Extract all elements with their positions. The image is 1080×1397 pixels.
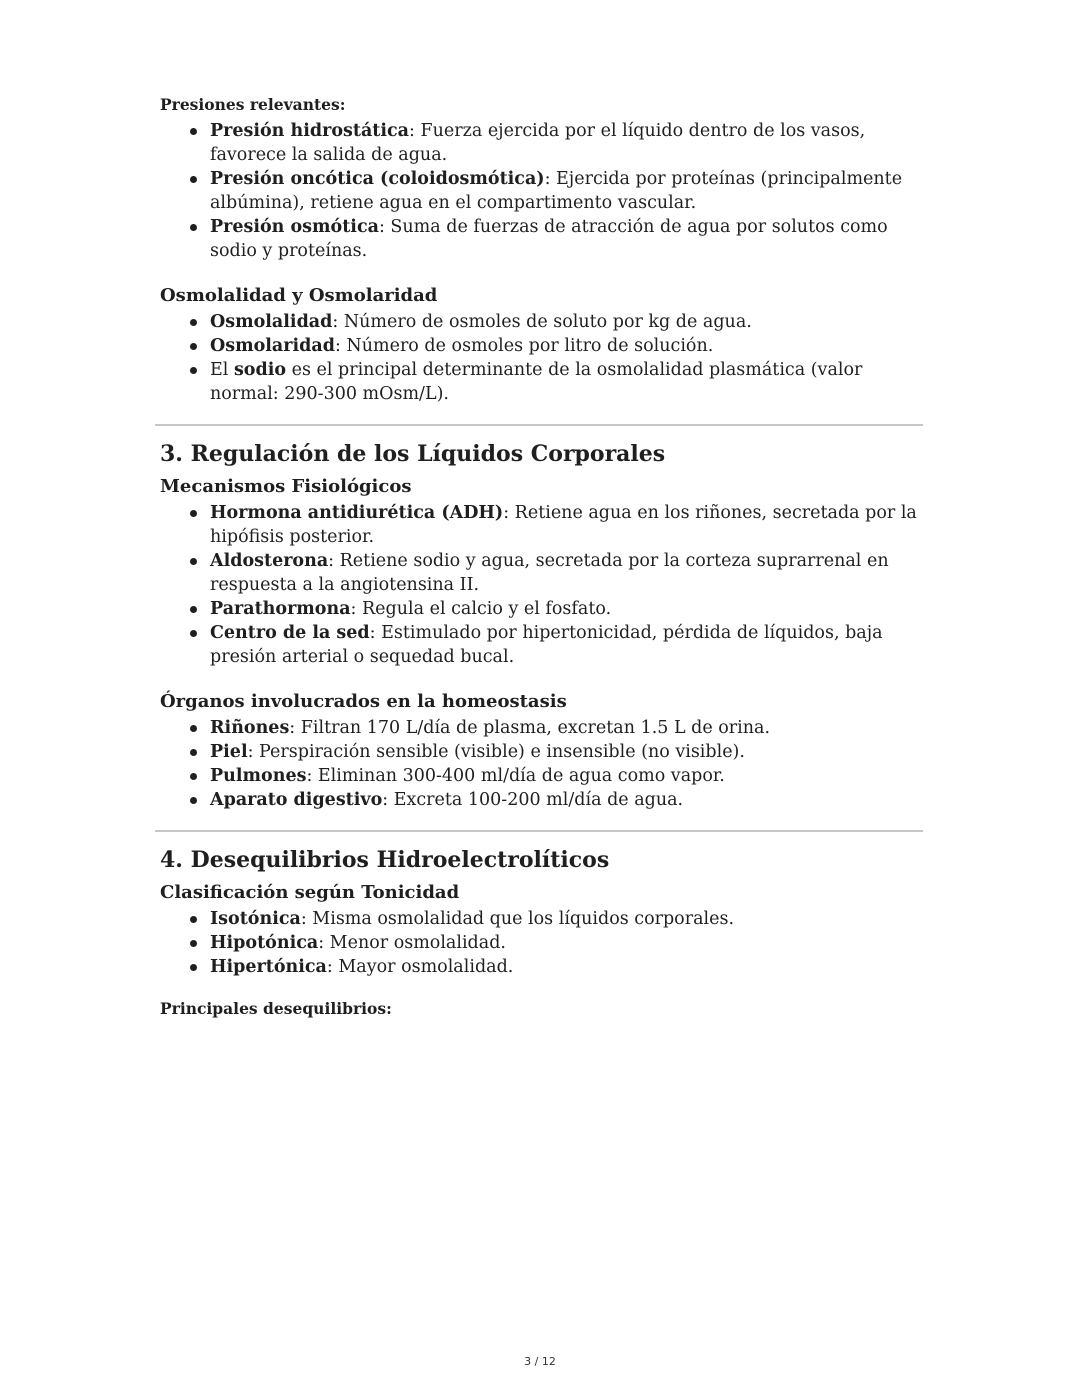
list-item-term: Hormona antidiurética (ADH) (210, 503, 504, 523)
page-number: 3 / 12 (524, 1355, 556, 1368)
spacer (160, 669, 925, 690)
list-item-text: : Retiene sodio y agua, secretada por la corteza suprarrenal en respuesta a la angiotensina II. (210, 551, 889, 595)
list-item (210, 955, 925, 979)
list-item (210, 931, 925, 955)
mechanisms-heading: Mecanismos Fisiológicos (160, 476, 412, 497)
list-item (210, 334, 925, 358)
page-content (160, 95, 925, 1023)
section-divider (155, 424, 923, 426)
list-item-text: : Menor osmolalidad. (318, 933, 506, 953)
list-item-term: Isotónica (210, 909, 301, 929)
list-item-text: : Misma osmolalidad que los líquidos corporales. (300, 909, 735, 929)
spacer (160, 979, 925, 999)
list-item-term: Hipotónica (210, 933, 319, 953)
list-item-term: Hipertónica (210, 957, 327, 977)
list-item-term: Presión osmótica (210, 217, 379, 237)
list-item (210, 501, 925, 549)
organs-heading: Órganos involucrados en la homeostasis (160, 691, 567, 712)
list-item-term: Aldosterona (210, 551, 329, 571)
list-item-text: : Retiene agua en los riñones, secretada por la hipófisis posterior. (210, 503, 917, 547)
list-item-term: Osmolaridad (210, 336, 335, 356)
tonicity-heading: Clasificación según Tonicidad (160, 882, 460, 903)
list-item-term: sodio (233, 360, 287, 380)
list-item (210, 621, 925, 669)
osmol-list (160, 310, 925, 406)
list-item-text: : Mayor osmolalidad. (326, 957, 514, 977)
imbalances-label: Principales desequilibrios: (160, 999, 392, 1018)
list-item-term: Osmolalidad (210, 312, 333, 332)
list-item-text: : Filtran 170 L/día de plasma, excretan 1.5 L de orina. (289, 718, 771, 738)
list-item-term: Pulmones (210, 766, 307, 786)
list-item (210, 740, 925, 764)
section-divider (155, 830, 923, 832)
osmol-heading: Osmolalidad y Osmolaridad (160, 285, 438, 306)
list-item-term: Presión oncótica (coloidosmótica) (210, 169, 545, 189)
list-item (210, 167, 925, 215)
list-item-term: Parathormona (210, 599, 351, 619)
list-item-term: Riñones (210, 718, 290, 738)
list-item (210, 907, 925, 931)
list-item-term: Piel (210, 742, 248, 762)
list-item-text: es el principal determinante de la osmolalidad plasmática (valor normal: 290-300 mOsm/L). (210, 360, 863, 404)
tonicity-list (160, 907, 925, 979)
pressures-list (160, 119, 925, 263)
organs-list (160, 716, 925, 812)
list-item-text: : Eliminan 300-400 ml/día de agua como vapor. (306, 766, 725, 786)
list-item (210, 215, 925, 263)
list-item (210, 119, 925, 167)
section-3-title: 3. Regulación de los Líquidos Corporales (160, 441, 666, 467)
spacer (160, 263, 925, 284)
list-item-text: : Excreta 100-200 ml/día de agua. (382, 790, 684, 810)
list-item-term: Presión hidrostática (210, 121, 410, 141)
list-item-text: : Estimulado por hipertonicidad, pérdida de líquidos, baja presión arterial o sequedad bucal. (210, 623, 883, 667)
pressures-label: Presiones relevantes: (160, 95, 346, 114)
list-item (210, 597, 925, 621)
list-item (210, 716, 925, 740)
list-item-text: : Perspiración sensible (visible) e insensible (no visible). (247, 742, 745, 762)
list-item-text: : Regula el calcio y el fosfato. (350, 599, 612, 619)
list-item-text: : Ejercida por proteínas (principalmente albúmina), retiene agua en el compartimento vascular. (210, 169, 903, 213)
list-item (210, 358, 925, 406)
list-item-text: : Fuerza ejercida por el líquido dentro de los vasos, favorece la salida de agua. (210, 121, 866, 165)
list-item (210, 764, 925, 788)
list-item-text: : Número de osmoles de soluto por kg de agua. (332, 312, 752, 332)
section-4-title: 4. Desequilibrios Hidroelectrolíticos (160, 847, 610, 873)
list-item (210, 788, 925, 812)
list-item-term: Aparato digestivo (210, 790, 383, 810)
mechanisms-list (160, 501, 925, 669)
list-item (210, 549, 925, 597)
list-item-prefix: El (210, 360, 234, 380)
list-item-term: Centro de la sed (210, 623, 370, 643)
list-item-text: : Suma de fuerzas de atracción de agua por solutos como sodio y proteínas. (210, 217, 888, 261)
list-item (210, 310, 925, 334)
list-item-text: : Número de osmoles por litro de solución. (334, 336, 714, 356)
